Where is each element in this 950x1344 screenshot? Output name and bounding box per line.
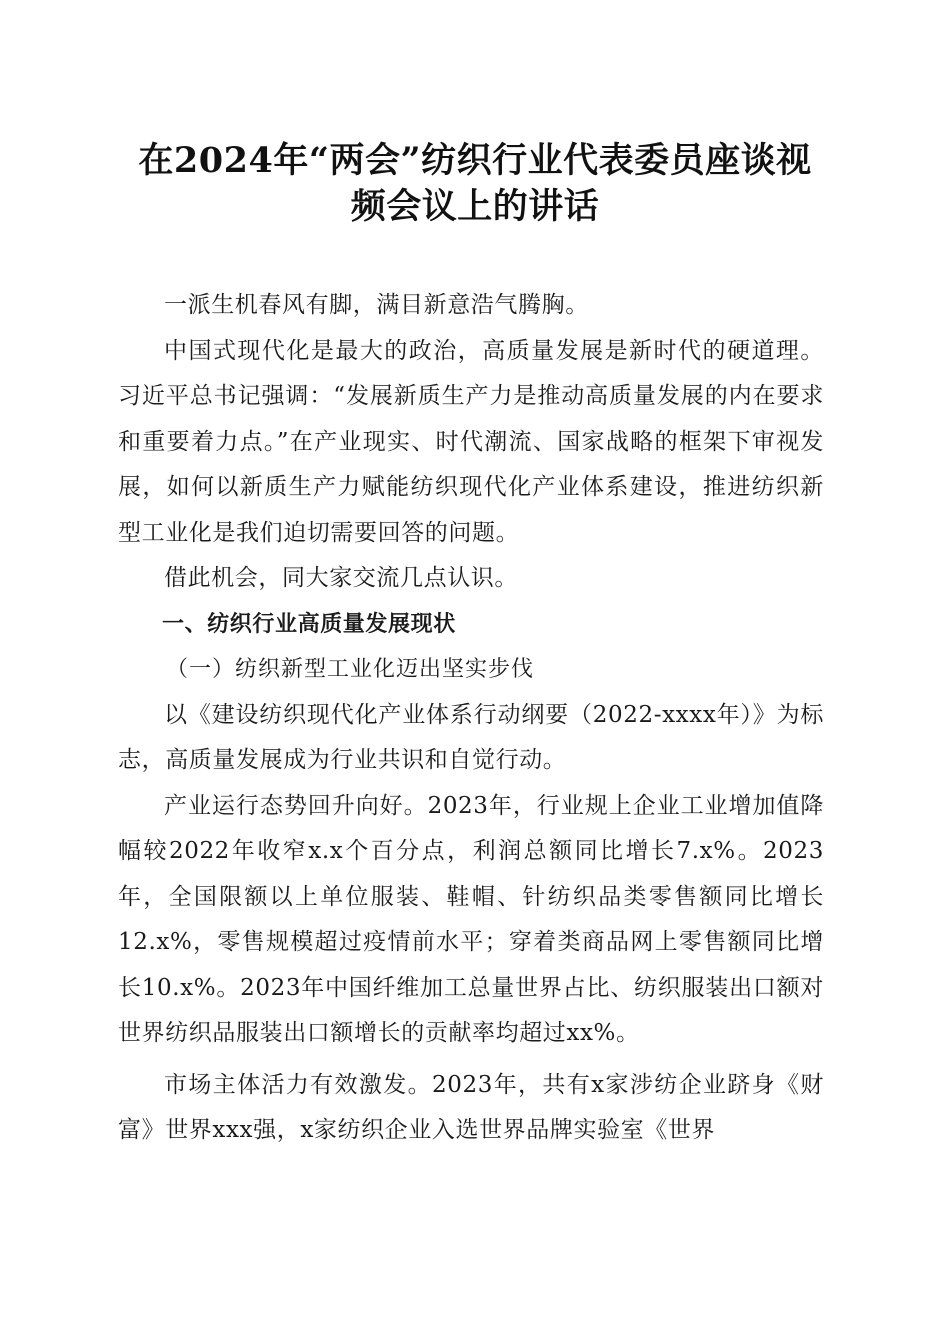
paragraph: 产业运行态势回升向好。2023年，行业规上企业工业增加值降幅较2022年收窄x.x个百分点，利润总额同比增长7.x%。2023年，全国限额以上单位服装、鞋帽、针纺织品类零售额同比增长12.x%，零售规模超过疫情前水平；穿着类商品网上零售额同比增长10.x%。2023年中国纤维加工总量世界占比、纺织服装出口额对世界纺织品服装出口额增长的贡献率均超过xx%。 <box>118 792 824 1046</box>
section-heading: 一、纺织行业高质量发展现状 <box>162 611 456 637</box>
title-line-2: 频会议上的讲话 <box>350 186 600 227</box>
document-body <box>118 283 824 1154</box>
paragraph: 中国式现代化是最大的政治，高质量发展是新时代的硬道理。习近平总书记强调：“发展新质生产力是推动高质量发展的内在要求和重要着力点。”在产业现实、时代潮流、国家战略的框架下审视发展，如何以新质生产力赋能纺织现代化产业体系建设，推进纺织新型工业化是我们迫切需要回答的问题。 <box>118 337 824 546</box>
title-line-1: 在2024年“两会”纺织行业代表委员座谈视 <box>138 140 812 181</box>
paragraph: 市场主体活力有效激发。2023年，共有x家涉纺企业跻身《财富》世界xxx强，x家纺织企业入选世界品牌实验室《世界 <box>118 1071 824 1143</box>
paragraph: 以《建设纺织现代化产业体系行动纲要（2022-xxxx年）》为标志，高质量发展成为行业共识和自觉行动。 <box>118 701 824 773</box>
document-title <box>110 138 840 230</box>
paragraph: 借此机会，同大家交流几点认识。 <box>164 565 518 591</box>
paragraph: 一派生机春风有脚，满目新意浩气腾胸。 <box>164 292 589 318</box>
subsection-heading: （一）纺织新型工业化迈出坚实步伐 <box>166 657 535 682</box>
